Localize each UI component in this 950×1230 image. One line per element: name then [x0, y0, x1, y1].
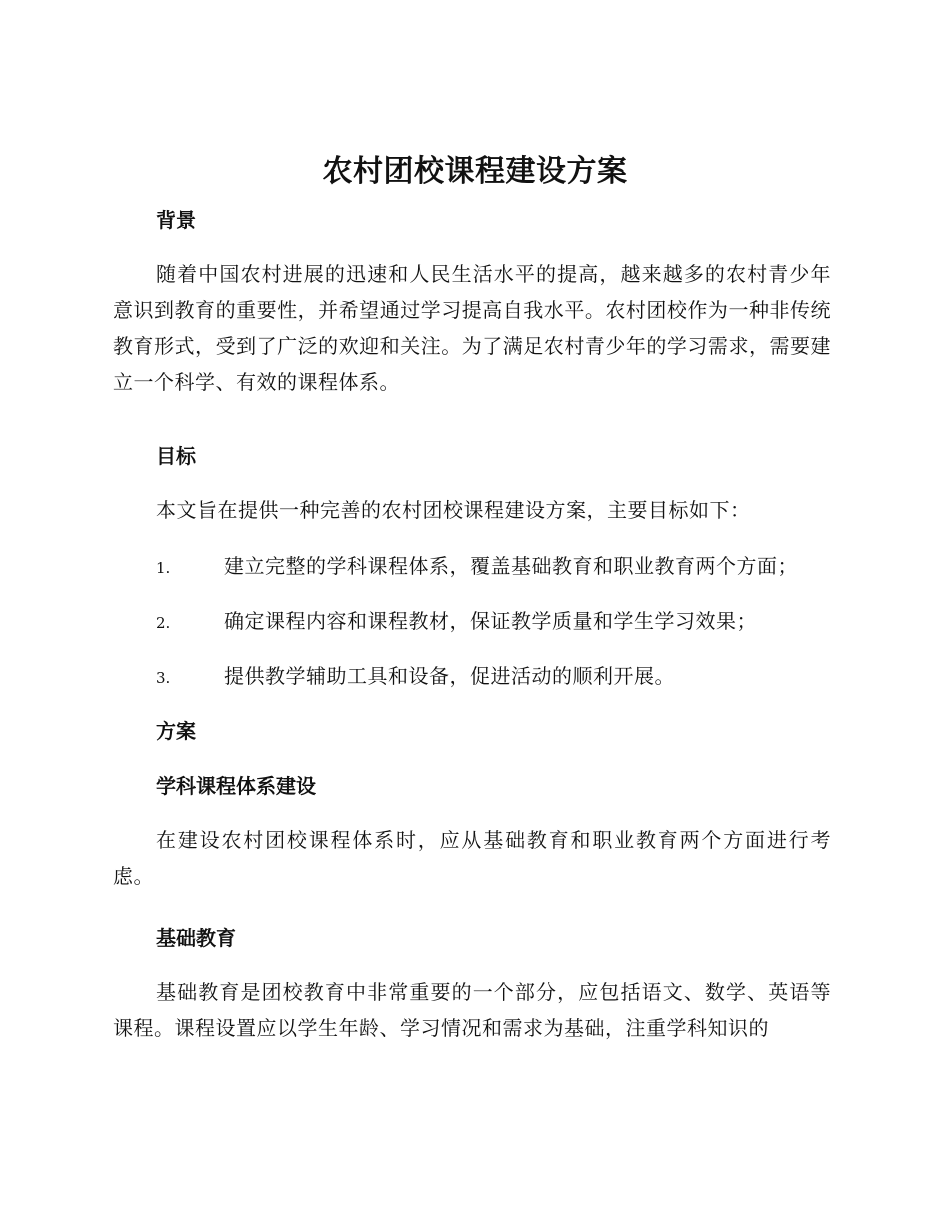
document-title: 农村团校课程建设方案 — [322, 154, 628, 189]
list-item-text: 确定课程内容和课程教材，保证教学质量和学生学习效果； — [224, 609, 757, 633]
list-item-number: 1. — [156, 559, 171, 577]
goal-list-item — [156, 662, 846, 692]
goal-list-item — [156, 607, 846, 637]
goals-intro-paragraph: 本文旨在提供一种完善的农村团校课程建设方案，主要目标如下： — [156, 498, 751, 522]
list-item-number: 2. — [156, 614, 171, 632]
subsection-heading-curriculum-system: 学科课程体系建设 — [156, 774, 316, 798]
basic-education-paragraph: 基础教育是团校教育中非常重要的一个部分，应包括语文、数学、英语等课程。课程设置应以学生年龄、学习情况和需求为基础，注重学科知识的 — [113, 980, 831, 1040]
section-heading-goals: 目标 — [156, 444, 196, 468]
list-item-number: 3. — [156, 669, 171, 687]
subsection-heading-basic-education: 基础教育 — [156, 926, 236, 950]
goal-list-item — [156, 552, 846, 582]
background-paragraph: 随着中国农村进展的迅速和人民生活水平的提高，越来越多的农村青少年意识到教育的重要性，并希望通过学习提高自我水平。农村团校作为一种非传统教育形式，受到了广泛的欢迎和关注。为了满足农村青少年的学习需求，需要建立一个科学、有效的课程体系。 — [113, 262, 831, 394]
list-item-text: 建立完整的学科课程体系，覆盖基础教育和职业教育两个方面； — [224, 554, 798, 578]
section-heading-plan: 方案 — [156, 719, 196, 743]
list-item-text: 提供教学辅助工具和设备，促进活动的顺利开展。 — [224, 664, 675, 688]
curriculum-system-paragraph: 在建设农村团校课程体系时，应从基础教育和职业教育两个方面进行考虑。 — [113, 828, 831, 888]
section-heading-background: 背景 — [156, 208, 196, 232]
